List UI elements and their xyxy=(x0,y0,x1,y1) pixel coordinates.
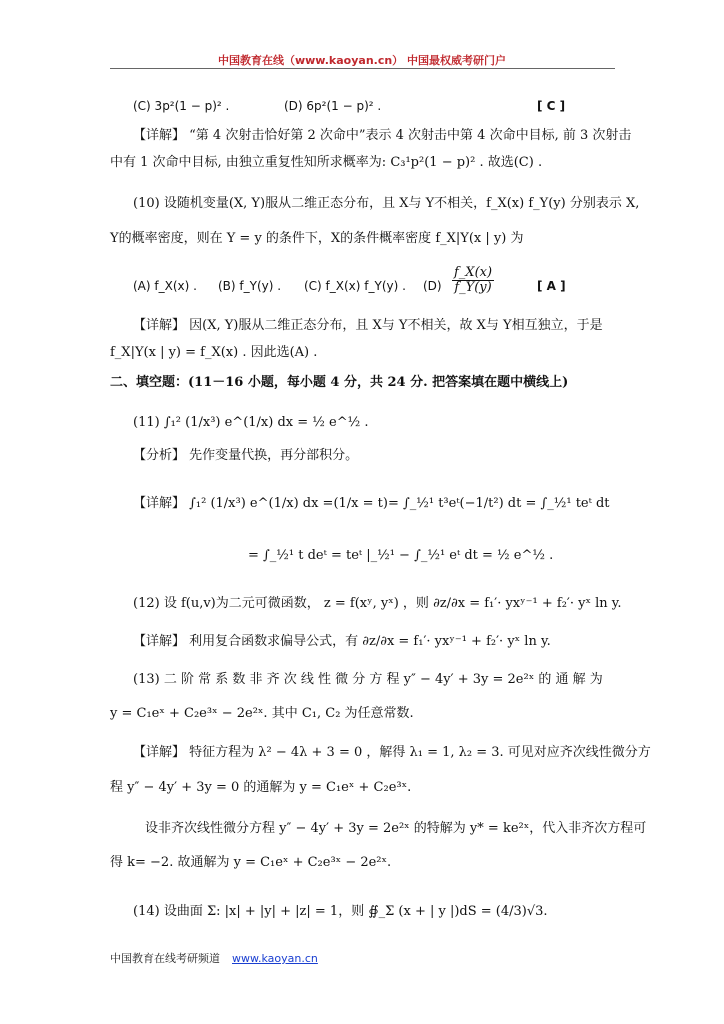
q13-detail-line2: 程 y″ − 4y′ + 3y = 0 的通解为 y = C₁eˣ + C₂e³ˣ. xyxy=(110,780,412,795)
q10-detail-line1: 【详解】 因(X, Y)服从二维正态分布，且 X与 Y不相关，故 X与 Y相互独立，于是 xyxy=(133,318,603,333)
q11-analysis: 【分析】 先作变量代换，再分部积分。 xyxy=(133,448,359,463)
q12-stem: (12) 设 f(u,v)为二元可微函数， z = f(xʸ, yˣ) ，则 ∂z/∂x = f₁′· yxʸ⁻¹ + f₂′· yˣ ln y. xyxy=(133,596,622,611)
option-d: (D) 6p²(1 − p)² . xyxy=(284,99,382,113)
option-c: (C) 3p²(1 − p)² . xyxy=(133,99,230,113)
q10-option-d-label: (D) xyxy=(423,279,442,293)
q10-option-a: (A) f_X(x) . xyxy=(133,279,197,293)
footer-link[interactable]: www.kaoyan.cn xyxy=(232,952,318,965)
q13-detail-line1: 【详解】 特征方程为 λ² − 4λ + 3 = 0 ，解得 λ₁ = 1, λ₂ = 3. 可见对应齐次线性微分方 xyxy=(133,745,651,760)
q10-detail-line2: f_X|Y(x | y) = f_X(x) . 因此选(A) . xyxy=(110,345,318,360)
q12-detail: 【详解】 利用复合函数求偏导公式，有 ∂z/∂x = f₁′· yxʸ⁻¹ + f₂′· yˣ ln y. xyxy=(133,634,551,649)
q13-stem-line2: y = C₁eˣ + C₂e³ˣ − 2e²ˣ. 其中 C₁, C₂ 为任意常数. xyxy=(110,706,414,721)
fraction-numerator: f_X(x) xyxy=(454,265,493,280)
header-rule xyxy=(110,68,615,69)
q10-option-b: (B) f_Y(y) . xyxy=(218,279,282,293)
q11-detail-line2: = ∫_½¹ t deᵗ = teᵗ |_½¹ − ∫_½¹ eᵗ dt = ½ e^½ . xyxy=(248,548,554,563)
q11-stem: (11) ∫₁² (1/x³) e^(1/x) dx = ½ e^½ . xyxy=(133,415,369,430)
q9-detail-line1: 【详解】 “第 4 次射击恰好第 2 次命中”表示 4 次射击中第 4 次命中目标, 前 3 次射击 xyxy=(133,128,632,143)
q9-detail-line2: 中有 1 次命中目标, 由独立重复性知所求概率为: C₃¹p²(1 − p)² . 故选(C) . xyxy=(110,155,543,170)
fraction-denominator: f_Y(y) xyxy=(454,280,492,295)
q13-detail-line3: 设非齐次线性微分方程 y″ − 4y′ + 3y = 2e²ˣ 的特解为 y* = ke²ˣ，代入非齐次方程可 xyxy=(145,821,647,836)
page-header: 中国教育在线（www.kaoyan.cn） 中国最权威考研门户 xyxy=(217,54,507,67)
q10-stem-line1: (10) 设随机变量(X, Y)服从二维正态分布，且 X与 Y不相关，f_X(x) f_Y(y) 分别表示 X, xyxy=(133,196,640,211)
q10-option-d-fraction xyxy=(450,266,496,295)
answer-bracket: [ C ] xyxy=(537,99,566,113)
q10-option-c: (C) f_X(x) f_Y(y) . xyxy=(304,279,406,293)
q14-stem: (14) 设曲面 Σ: |x| + |y| + |z| = 1，则 ∯_Σ (x + | y |)dS = (4/3)√3. xyxy=(133,904,548,919)
q10-answer: [ A ] xyxy=(537,279,566,293)
q10-stem-line2: Y的概率密度，则在 Y = y 的条件下，X的条件概率密度 f_X|Y(x | y) 为 xyxy=(110,231,524,246)
footer-text: 中国教育在线考研频道 xyxy=(110,952,220,965)
q13-stem-line1: (13) 二 阶 常 系 数 非 齐 次 线 性 微 分 方 程 y″ − 4y′ + 3y = 2e²ˣ 的 通 解 为 xyxy=(133,672,603,687)
page-footer xyxy=(110,950,318,966)
q13-detail-line4: 得 k= −2. 故通解为 y = C₁eˣ + C₂e³ˣ − 2e²ˣ. xyxy=(110,855,392,870)
q11-detail-line1: 【详解】 ∫₁² (1/x³) e^(1/x) dx =(1/x = t)= ∫_½¹ t³eᵗ(−1/t²) dt = ∫_½¹ teᵗ dt xyxy=(133,496,610,511)
section-heading: 二、填空题：(11－16 小题，每小题 4 分，共 24 分. 把答案填在题中横线上) xyxy=(110,375,569,390)
